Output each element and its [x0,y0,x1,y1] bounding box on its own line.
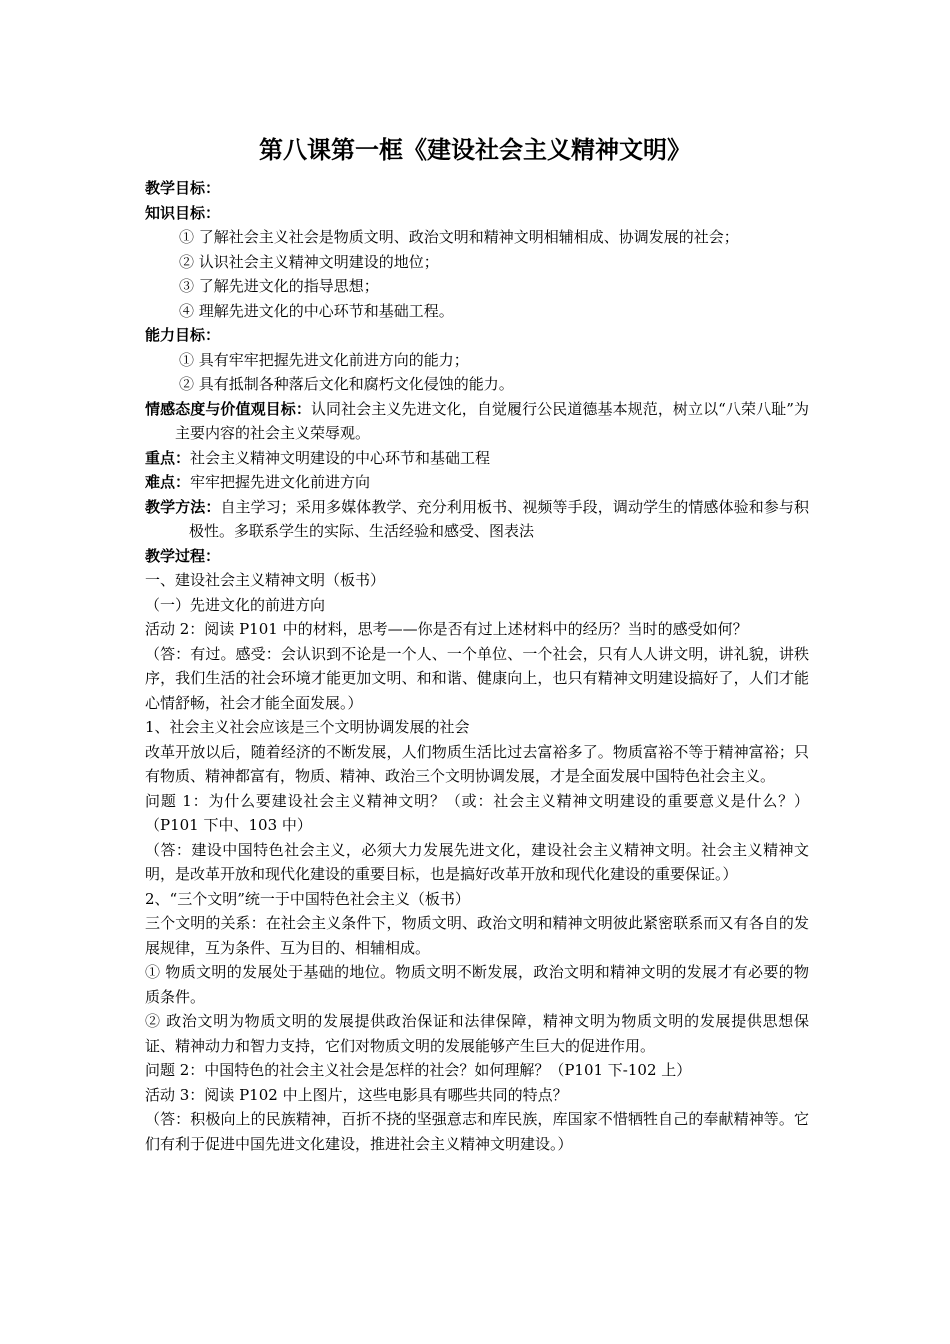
objectives-heading: 教学目标： [145,179,221,197]
teaching-method [145,495,809,544]
difficulty-text: 牢牢把握先进文化前进方向 [190,473,371,491]
method-label: 教学方法： [145,497,221,516]
body-paragraph: 改革开放以后，随着经济的不断发展，人们物质生活比过去富裕多了。物质富裕不等于精神富裕；只有物质、精神都富有，物质、精神、政治三个文明协调发展，才是全面发展中国特色社会主义。 [145,742,809,785]
knowledge-item: ④ 理解先进文化的中心环节和基础工程。 [179,301,454,320]
body-paragraph: 三个文明的关系：在社会主义条件下，物质文明、政治文明和精神文明彼此紧密联系而又有各自的发展规律，互为条件、互为目的、相辅相成。 [145,914,809,957]
point-heading: 2、“三个文明”统一于中国特色社会主义（板书） [145,889,470,908]
emotion-text: 认同社会主义先进文化，自觉履行公民道德基本规范，树立以“八荣八耻”为主要内容的社会主义荣辱观。 [175,399,809,442]
document-body [145,176,809,1156]
knowledge-item: ② 认识社会主义精神文明建设的地位； [179,252,439,271]
point-heading: 1、社会主义社会应该是三个文明协调发展的社会 [145,718,470,736]
process-heading: 教学过程： [145,546,221,565]
key-point-text: 社会主义精神文明建设的中心环节和基础工程 [190,448,491,467]
difficulty [145,470,809,495]
question-paragraph: 问题 2：中国特色的社会主义社会是怎样的社会？如何理解？（P101 下-102 上） [145,1061,692,1079]
knowledge-heading: 知识目标： [145,203,221,222]
ability-heading: 能力目标： [145,326,221,344]
section-heading: 一、建设社会主义精神文明（板书） [145,571,386,589]
body-paragraph: ① 物质文明的发展处于基础的地位。物质文明不断发展，政治文明和精神文明的发展才有必要的物质条件。 [145,963,809,1006]
answer-paragraph: （答：有过。感受：会认识到不论是一个人、一个单位、一个社会，只有人人讲文明，讲礼貌，讲秩序，我们生活的社会环境才能更加文明、和和谐、健康向上，也只有精神文明建设搞好了，人们才能心情舒畅，社会才能全面发展。） [145,644,809,712]
knowledge-item: ③ 了解先进文化的指导思想； [179,277,379,295]
subsection-heading: （一）先进文化的前进方向 [145,595,326,614]
activity-paragraph: 活动 3：阅读 P102 中上图片，这些电影具有哪些共同的特点？ [145,1085,568,1104]
answer-paragraph: （答：积极向上的民族精神，百折不挠的坚强意志和库民族，库国家不惜牺牲自己的奉献精神等。它们有利于促进中国先进文化建设，推进社会主义精神文明建设。） [145,1110,809,1153]
ability-item: ② 具有抵制各种落后文化和腐朽文化侵蚀的能力。 [179,375,514,393]
body-paragraph: ② 政治文明为物质文明的发展提供政治保证和法律保障，精神文明为物质文明的发展提供思想保证、精神动力和智力支持，它们对物质文明的发展能够产生巨大的促进作用。 [145,1012,809,1055]
question-paragraph: 问题 1：为什么要建设社会主义精神文明？（或：社会主义精神文明建设的重要意义是什么？）（P101 下中、103 中） [145,791,809,834]
difficulty-label: 难点： [145,473,191,491]
key-point-label: 重点： [145,448,191,467]
emotion-objective [145,397,809,446]
emotion-label: 情感态度与价值观目标： [145,399,311,418]
knowledge-item: ① 了解社会主义社会是物质文明、政治文明和精神文明相辅相成、协调发展的社会； [179,228,739,246]
ability-item: ① 具有牢牢把握先进文化前进方向的能力； [179,350,469,369]
method-text: 自主学习；采用多媒体教学、充分利用板书、视频等手段，调动学生的情感体验和参与积极性。多联系学生的实际、生活经验和感受、图表法 [189,497,809,540]
activity-paragraph: 活动 2：阅读 P101 中的材料，思考——你是否有过上述材料中的经历？当时的感受如何？ [145,620,748,638]
key-point [145,446,809,471]
answer-paragraph: （答：建设中国特色社会主义，必须大力发展先进文化，建设社会主义精神文明。社会主义精神文明，是改革开放和现代化建设的重要目标，也是搞好改革开放和现代化建设的重要保证。） [145,840,809,883]
page-title: 第八课第一框《建设社会主义精神文明》 [259,136,691,164]
